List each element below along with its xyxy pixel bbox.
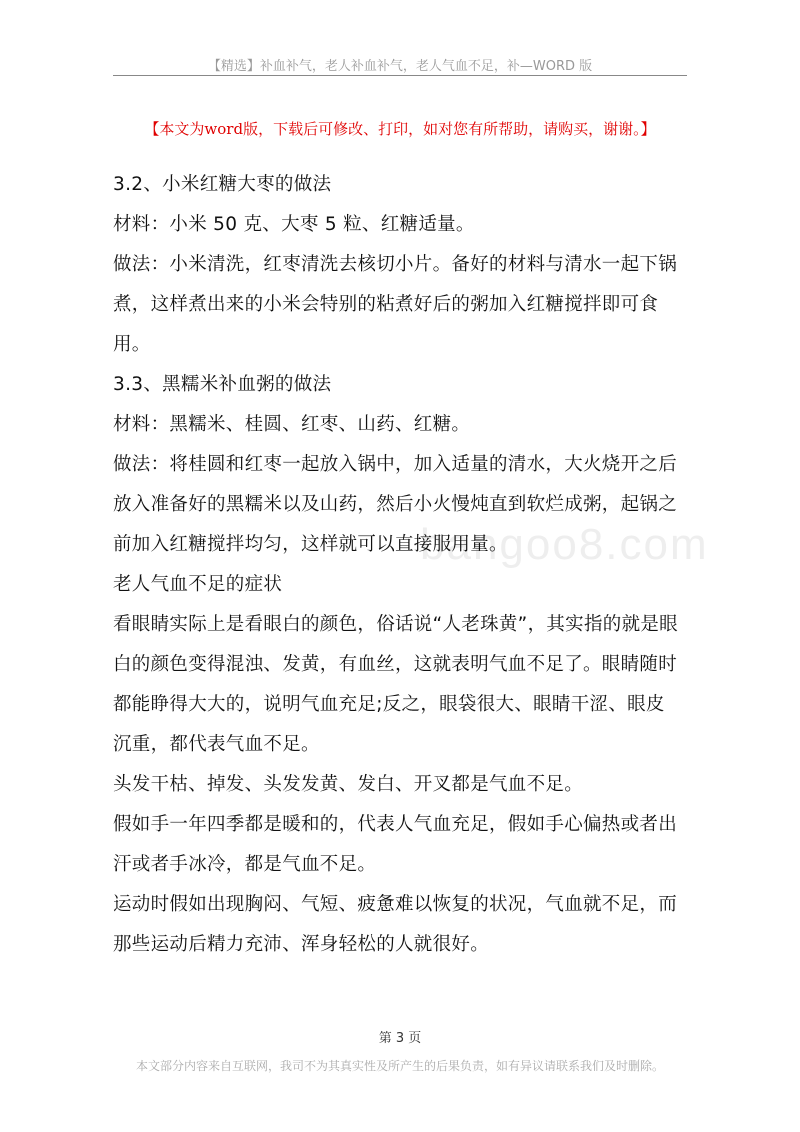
text-line: 煮，这样煮出来的小米会特别的粘煮好后的粥加入红糖搅拌即可食 (113, 294, 659, 315)
text-line: 看眼睛实际上是看眼白的颜色，俗话说“人老珠黄”，其实指的就是眼 (113, 614, 678, 635)
download-notice: 【本文为word版，下载后可修改、打印，如对您有所帮助，请购买，谢谢。】 (144, 120, 656, 138)
text-line: 放入准备好的黑糯米以及山药，然后小火慢炖直到软烂成粥，起锅之 (113, 494, 678, 515)
text-line: 做法：小米清洗，红枣清洗去核切小片。备好的材料与清水一起下锅 (113, 254, 678, 275)
text-line: 材料：黑糯米、桂圆、红枣、山药、红糖。 (113, 414, 471, 435)
text-line: 3.2、小米红糖大枣的做法 (113, 174, 332, 195)
text-line: 前加入红糖搅拌均匀，这样就可以直接服用量。 (113, 534, 508, 555)
text-line: 用。 (113, 334, 151, 355)
text-line: 运动时假如出现胸闷、气短、疲惫难以恢复的状况，气血就不足，而 (113, 894, 678, 915)
text-line: 那些运动后精力充沛、浑身轻松的人就很好。 (113, 934, 490, 955)
text-line: 都能睁得大大的，说明气血充足;反之，眼袋很大、眼睛干涩、眼皮 (113, 694, 665, 715)
page-number: 第 3 页 (378, 1031, 422, 1046)
text-line: 3.3、黑糯米补血粥的做法 (113, 374, 332, 395)
text-line: 假如手一年四季都是暖和的，代表人气血充足，假如手心偏热或者出 (113, 814, 678, 835)
footer-disclaimer: 本文部分内容来自互联网，我司不为其真实性及所产生的后果负责，如有异议请联系我们及时删除。 (135, 1059, 664, 1073)
text-line: 头发干枯、掉发、头发发黄、发白、开叉都是气血不足。 (113, 774, 584, 795)
text-line: 老人气血不足的症状 (113, 574, 283, 595)
header-divider (113, 75, 687, 76)
page-header: 【精选】补血补气，老人补血补气，老人气血不足，补—WORD 版 (207, 59, 593, 74)
text-line: 沉重，都代表气血不足。 (113, 734, 320, 755)
text-line: 材料：小米 50 克、大枣 5 粒、红糖适量。 (113, 214, 475, 235)
document-body (113, 165, 693, 965)
watermark: bangoo8.com (420, 520, 709, 569)
text-line: 白的颜色变得混浊、发黄，有血丝，这就表明气血不足了。眼睛随时 (113, 654, 678, 675)
text-line: 汗或者手冰冷，都是气血不足。 (113, 854, 377, 875)
text-line: 做法：将桂圆和红枣一起放入锅中，加入适量的清水，大火烧开之后 (113, 454, 678, 475)
